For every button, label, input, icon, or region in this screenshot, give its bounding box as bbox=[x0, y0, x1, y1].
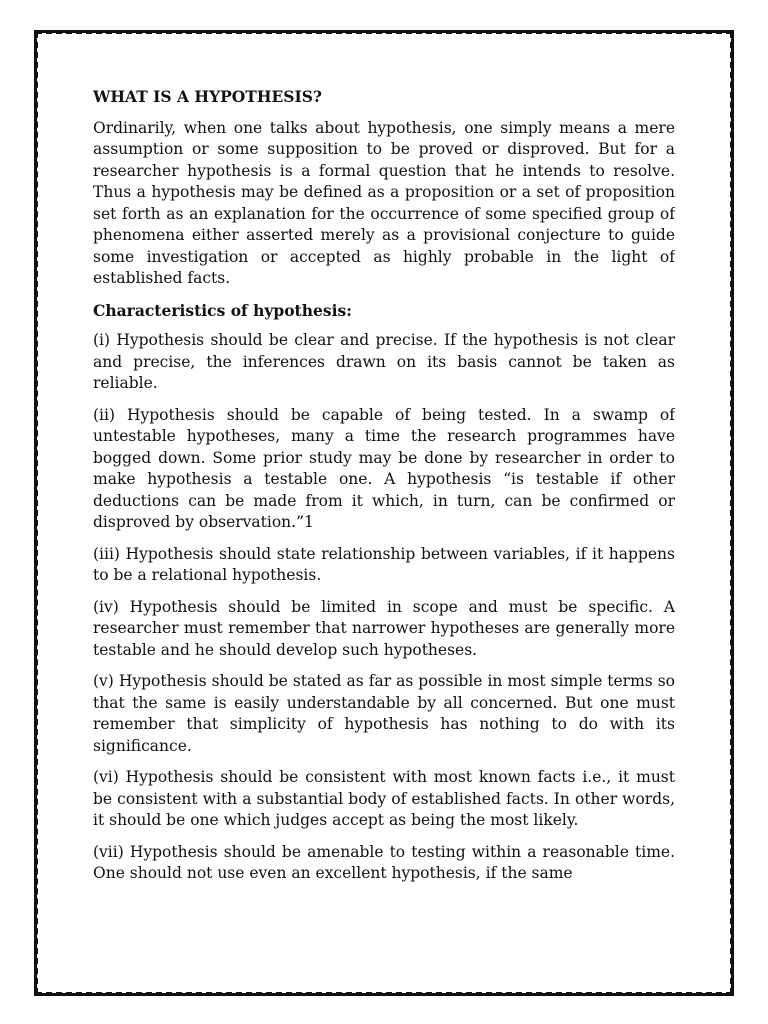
characteristic-item-7: (vii) Hypothesis should be amenable to testing within a reasonable time. One should not use even an excellent hypothesis, if the same bbox=[93, 842, 675, 882]
document-title: WHAT IS A HYPOTHESIS? bbox=[93, 87, 323, 106]
characteristic-item-6: (vi) Hypothesis should be consistent with most known facts i.e., it must be consistent with a substantial body of established facts. In other words, it should be one which judges accept as being the most likely. bbox=[93, 768, 675, 829]
document-body bbox=[93, 86, 675, 936]
intro-paragraph: Ordinarily, when one talks about hypothesis, one simply means a mere assumption or some supposition to be proved or disproved. But for a researcher hypothesis is a formal question that he intends to resolve. Thus a hypothesis may be defined as a proposition or a set of proposition set forth as an explanation for the occurrence of some specified group of phenomena either asserted merely as a provisional conjecture to guide some investigation or accepted as highly probable in the light of established facts. bbox=[93, 118, 675, 287]
characteristic-item-3: (iii) Hypothesis should state relationship between variables, if it happens to be a relational hypothesis. bbox=[93, 544, 675, 584]
characteristic-item-4: (iv) Hypothesis should be limited in scope and must be specific. A researcher must remember that narrower hypotheses are generally more testable and he should develop such hypotheses. bbox=[93, 597, 675, 659]
characteristic-item-2: (ii) Hypothesis should be capable of being tested. In a swamp of untestable hypotheses, many a time the research programmes have bogged down. Some prior study may be done by researcher in order to make hypothesis a testable one. A hypothesis “is testable if other deductions can be made from it which, in turn, can be confirmed or disproved by observation.”1 bbox=[93, 405, 675, 531]
characteristic-item-5: (v) Hypothesis should be stated as far as possible in most simple terms so that the same is easily understandable by all concerned. But one must remember that simplicity of hypothesis has nothing to do with its significance. bbox=[93, 672, 675, 755]
section-heading: Characteristics of hypothesis: bbox=[93, 300, 352, 320]
characteristic-item-1: (i) Hypothesis should be clear and precise. If the hypothesis is not clear and precise, the inferences drawn on its basis cannot be taken as reliable. bbox=[93, 331, 675, 392]
